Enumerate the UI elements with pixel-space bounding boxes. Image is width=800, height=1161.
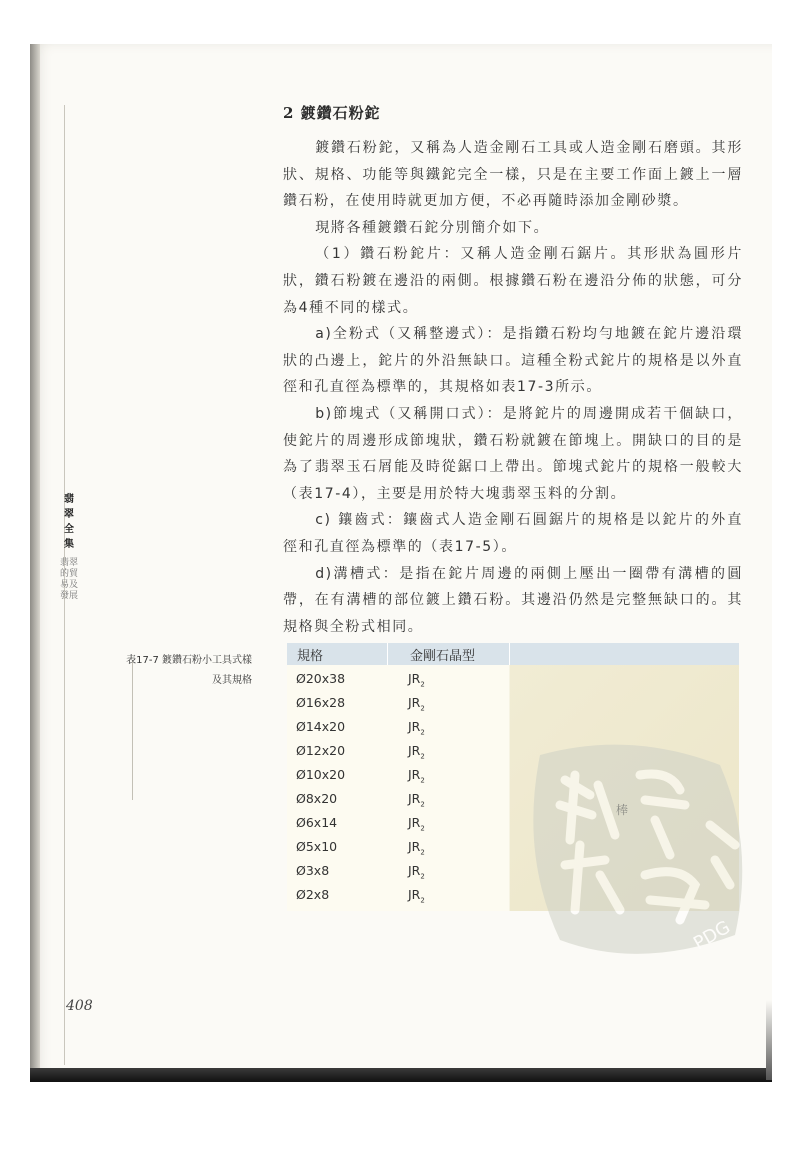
crystal-cell (408, 839, 425, 857)
paragraph: d)溝槽式：是指在鉈片周邊的兩側上壓出一圈帶有溝槽的圓帶，在有溝槽的部位鍍上鑽石粉。其邊沿仍然是完整無缺口的。其規格與全粉式相同。 (283, 565, 743, 635)
paragraph: 鍍鑽石粉鉈，又稱為人造金剛石工具或人造金剛石磨頭。其形狀、規格、功能等與鐵鉈完全一樣，只是在主要工作面上鍍上一層鑽石粉，在使用時就更加方便，不必再隨時添加金剛砂漿。 (283, 140, 743, 210)
crystal-cell (408, 791, 425, 809)
header-divider (387, 643, 388, 665)
header-divider (509, 643, 510, 665)
crystal-subscript: 2 (420, 824, 425, 833)
spec-cell: Ø16x28 (296, 695, 346, 710)
table-row (287, 787, 509, 811)
table-row (287, 715, 509, 739)
paragraph: b)節塊式（又稱開口式）：是將鉈片的周邊開成若干個缺口，使鉈片的周邊形成節塊狀，鑽石粉就鍍在節塊上。開缺口的目的是為了翡翠玉石屑能及時從鋸口上帶出。節塊式鉈片的規格一般較大（表17-4），主要是用於特大塊翡翠玉料的分割。 (283, 405, 743, 502)
crystal-cell (408, 767, 425, 785)
table-caption: 表17-7 鍍鑽石粉小工具式樣及其規格 (126, 655, 252, 686)
chapter-title: 翡翠的貿易及發展 (60, 558, 79, 601)
book-title: 翡翠全集 (64, 494, 74, 550)
crystal-grade: JR (408, 791, 421, 806)
column-header-spec: 規格 (297, 649, 324, 664)
spec-cell: Ø14x20 (296, 719, 346, 734)
spec-cell: Ø20x38 (296, 671, 346, 686)
spec-cell: Ø8x20 (296, 791, 338, 806)
spec-cell: Ø5x10 (296, 839, 338, 854)
table-row (287, 835, 509, 859)
crystal-subscript: 2 (420, 728, 425, 737)
watermark-text: PDG (690, 916, 734, 955)
spec-cell: Ø6x14 (296, 815, 338, 830)
crystal-grade: JR (408, 767, 421, 782)
spec-cell: Ø10x20 (296, 767, 346, 782)
paragraph: c) 鑲齒式：鑲齒式人造金剛石圓鋸片的規格是以鉈片的外直徑和孔直徑為標準的（表17-5）。 (283, 512, 743, 555)
paragraph: （1）鑽石粉鉈片：又稱人造金剛石鋸片。其形狀為圓形片狀，鑽石粉鍍在邊沿的兩側。根據鑽石粉在邊沿分佈的狀態，可分為4種不同的樣式。 (283, 246, 743, 316)
table-header (287, 643, 739, 665)
scan-right-edge (766, 1000, 772, 1080)
crystal-cell (408, 671, 425, 689)
crystal-cell (408, 815, 425, 833)
crystal-subscript: 2 (420, 848, 425, 857)
crystal-grade: JR (408, 863, 421, 878)
crystal-grade: JR (408, 719, 421, 734)
paragraph: 現將各種鍍鑽石鉈分別簡介如下。 (315, 219, 550, 236)
page-gutter-shadow (30, 44, 40, 1080)
table-row (287, 691, 509, 715)
crystal-subscript: 2 (420, 872, 425, 881)
crystal-subscript: 2 (420, 704, 425, 713)
spec-cell: Ø12x20 (296, 743, 346, 758)
table-row (287, 883, 509, 907)
table-row (287, 763, 509, 787)
page-number: 408 (66, 998, 93, 1014)
crystal-subscript: 2 (420, 680, 425, 689)
table-row (287, 811, 509, 835)
crystal-grade: JR (408, 839, 421, 854)
crystal-grade: JR (408, 671, 421, 686)
column-header-crystal: 金剛石晶型 (410, 649, 476, 664)
table-row (287, 667, 509, 691)
watermark-stamp (520, 735, 760, 965)
scan-bottom-edge (30, 1068, 772, 1082)
running-head (60, 492, 78, 602)
paragraph: a)全粉式（又稱整邊式）：是指鑽石粉均勻地鍍在鉈片邊沿環狀的凸邊上，鉈片的外沿無缺口。這種全粉式鉈片的規格是以外直徑和孔直徑為標準的，其規格如表17-3所示。 (283, 326, 743, 396)
table-row (287, 739, 509, 763)
crystal-grade: JR (408, 743, 421, 758)
crystal-grade: JR (408, 815, 421, 830)
body-text (283, 96, 743, 640)
section-title: 2 鍍鑽石粉鉈 (283, 104, 381, 122)
crystal-subscript: 2 (420, 800, 425, 809)
crystal-subscript: 2 (420, 896, 425, 905)
crystal-grade: JR (408, 887, 421, 902)
crystal-subscript: 2 (420, 776, 425, 785)
crystal-subscript: 2 (420, 752, 425, 761)
crystal-cell (408, 719, 425, 737)
crystal-cell (408, 695, 425, 713)
crystal-cell (408, 887, 425, 905)
crystal-cell (408, 743, 425, 761)
crystal-cell (408, 863, 425, 881)
table-row (287, 859, 509, 883)
crystal-grade: JR (408, 695, 421, 710)
spec-cell: Ø2x8 (296, 887, 330, 902)
spec-cell: Ø3x8 (296, 863, 330, 878)
